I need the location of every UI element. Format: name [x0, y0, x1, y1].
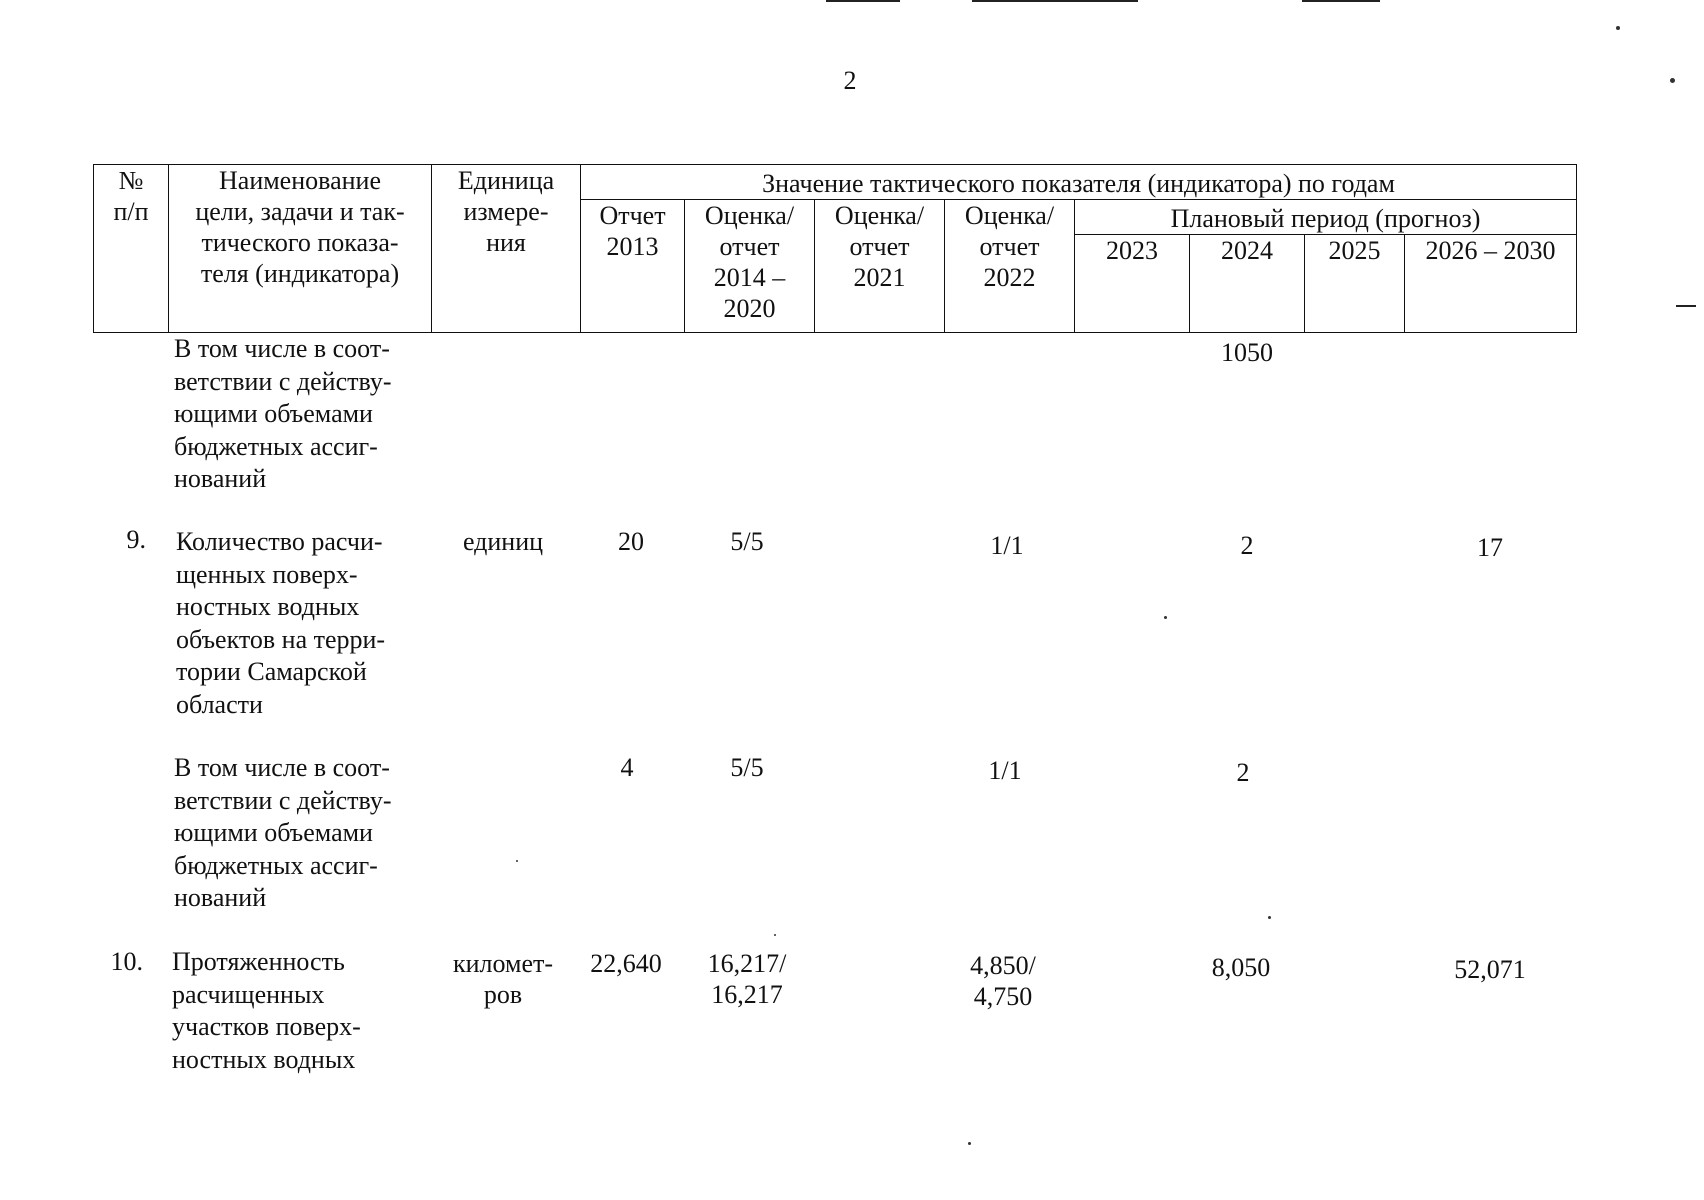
row-value-2022: 1/1 [990, 531, 1024, 560]
header-unit-column: Единица измере- ния [432, 165, 581, 333]
header-name-column: Наименование цели, задачи и так- тического показа- теля (индикатора) [169, 165, 432, 333]
header-values-group: Значение тактического показателя (индикатора) по годам [581, 165, 1577, 200]
scan-artifact [826, 0, 900, 2]
row-value-2013: 20 [618, 527, 644, 556]
header-2023: 2023 [1075, 235, 1190, 333]
row-value-2024: 8,050 [1211, 953, 1271, 982]
header-2025: 2025 [1305, 235, 1405, 333]
row-value-2013: 22,640 [590, 949, 662, 978]
header-2022: Оценка/ отчет 2022 [945, 200, 1075, 333]
row-value-2024: 1050 [1221, 338, 1273, 367]
row-value-2024: 2 [1236, 758, 1250, 787]
scan-speck [1670, 78, 1675, 83]
row-unit: километ- ров [452, 949, 554, 1009]
scan-artifact [972, 0, 1138, 2]
row-value-2014-2020: 5/5 [730, 753, 764, 782]
scan-speck [968, 1142, 971, 1145]
header-plan-period: Плановый период (прогноз) [1075, 200, 1577, 235]
row-number: 10. [110, 947, 143, 976]
row-value-2022: 4,850/ 4,750 [970, 951, 1036, 1011]
row-value-2026-2030: 52,071 [1454, 955, 1526, 984]
row-name: Протяженность расчищенных участков поверх- ностных водных [172, 947, 361, 1074]
page-number: 2 [843, 66, 857, 95]
row-name: Количество расчи- щенных поверх- ностных водных объектов на терри- тории Самарской области [176, 527, 386, 719]
scan-speck [516, 860, 518, 862]
scan-speck [1164, 616, 1167, 619]
row-value-2026-2030: 17 [1477, 533, 1503, 562]
row-value-2022: 1/1 [988, 756, 1022, 785]
row-value-2024: 2 [1240, 531, 1254, 560]
header-2021: Оценка/ отчет 2021 [815, 200, 945, 333]
header-2026-2030: 2026 – 2030 [1405, 235, 1577, 333]
row-value-2014-2020: 16,217/ 16,217 [707, 949, 787, 1009]
scan-speck [1268, 916, 1271, 919]
row-value-2013: 4 [620, 753, 634, 782]
scan-speck [1616, 26, 1620, 30]
row-value-2014-2020: 5/5 [730, 527, 764, 556]
row-name: В том числе в соот- ветствии с действу- ющими объемами бюджетных ассиг- нований [174, 334, 392, 493]
header-2014-2020: Оценка/ отчет 2014 – 2020 [685, 200, 815, 333]
scan-artifact [1676, 305, 1696, 307]
header-2013: Отчет 2013 [581, 200, 685, 333]
scan-artifact [1302, 0, 1380, 2]
row-number: 9. [126, 525, 146, 554]
scan-speck [774, 934, 776, 936]
row-unit: единиц [462, 527, 544, 556]
header-number-column: № п/п [94, 165, 169, 333]
header-2024: 2024 [1190, 235, 1305, 333]
row-name: В том числе в соот- ветствии с действу- ющими объемами бюджетных ассиг- нований [174, 753, 392, 912]
